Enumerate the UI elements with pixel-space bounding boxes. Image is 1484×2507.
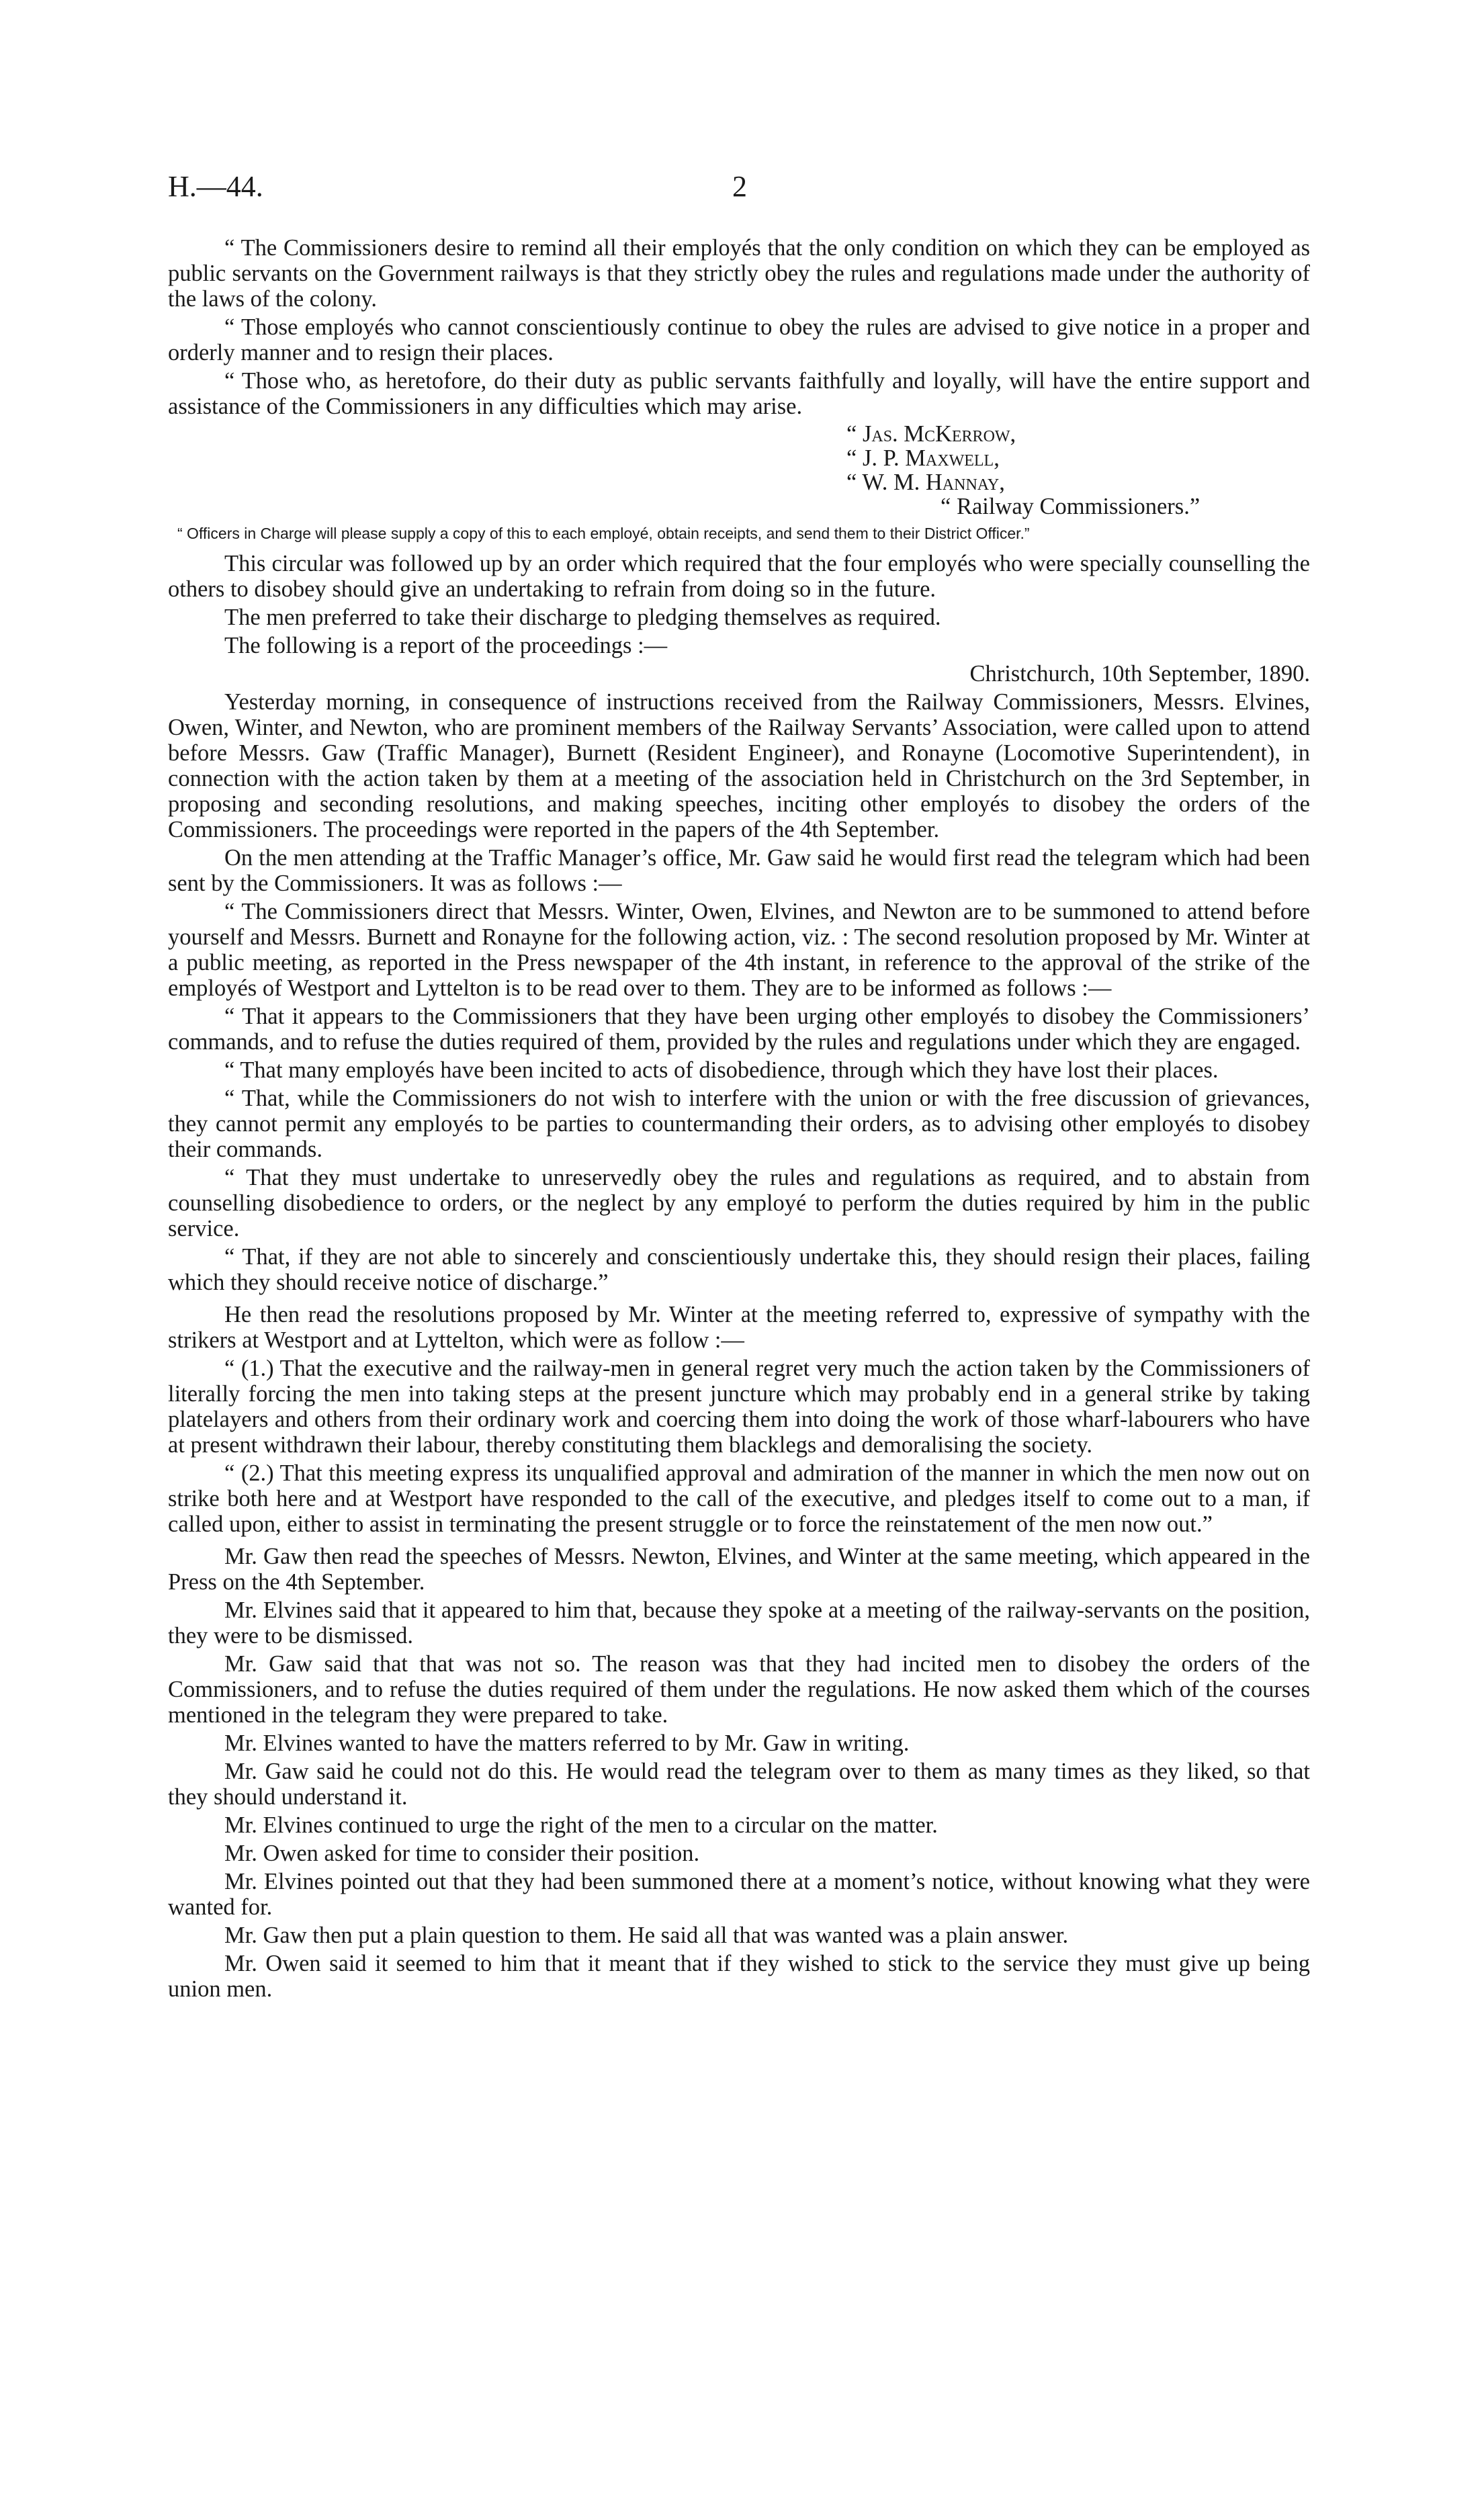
telegram-paragraph: “ That, while the Commissioners do not wish to interfere with the union or with the free discussion of grievances, they cannot permit any employés to be parties to countermanding their orders, as to advising other employés to disobey their commands. bbox=[168, 1086, 1310, 1162]
signatory-title: “ Railway Commissioners.” bbox=[941, 494, 1201, 519]
body-paragraph: Mr. Gaw said that that was not so. The reason was that they had incited men to disobey the orders of the Commissioners, and to refuse the duties required of them under the regulations. He now asked them which of the courses mentioned in the telegram they were prepared to take. bbox=[168, 1651, 1310, 1728]
body-paragraph: Mr. Owen asked for time to consider their position. bbox=[224, 1841, 700, 1866]
circular-paragraph: “ The Commissioners desire to remind all their employés that the only condition on which they can be employed as public servants on the Government railways is that they strictly obey the rules and regulations made under the authority of the laws of the colony. bbox=[168, 235, 1310, 312]
document-code: H.—44. bbox=[168, 170, 263, 203]
signatory-name: “ W. M. Hannay, bbox=[846, 470, 1005, 495]
resolution-paragraph: “ (1.) That the executive and the railway-men in general regret very much the action taken by the Commissioners of literally forcing the men into taking steps at the present juncture which may probably end in a general strike by taking platelayers and others from their ordinary work and coercing them into doing the work of those wharf-labourers who have at present withdrawn their labour, thereby constituting them blacklegs and demoralising the society. bbox=[168, 1356, 1310, 1458]
circular-note: “ Officers in Charge will please supply a copy of this to each employé, obtain receipts, and send them to their District Officer.” bbox=[177, 525, 1030, 542]
body-paragraph: Yesterday morning, in consequence of instructions received from the Railway Commissioners, Messrs. Elvines, Owen, Winter, and Newton, who are prominent members of the Railway Servants’ Association, were called upon to attend before Messrs. Gaw (Traffic Manager), Burnett (Resident Engineer), and Ronayne (Locomotive Superintendent), in connection with the action taken by them at a meeting of the association held in Christchurch on the 3rd September, in proposing and seconding resolutions, and making speeches, inciting other employés to disobey the orders of the Commissioners. The proceedings were reported in the papers of the 4th September. bbox=[168, 689, 1310, 842]
body-paragraph: This circular was followed up by an order which required that the four employés who were specially counselling the others to disobey should give an undertaking to refrain from doing so in the future. bbox=[168, 551, 1310, 602]
body-paragraph: Mr. Elvines continued to urge the right of the men to a circular on the matter. bbox=[224, 1812, 938, 1838]
telegram-paragraph: “ That it appears to the Commissioners that they have been urging other employés to disobey the Commissioners’ commands, and to refuse the duties required of them, provided by the rules and regulations under which they are engaged. bbox=[168, 1004, 1310, 1055]
circular-paragraph: “ Those employés who cannot conscientiously continue to obey the rules are advised to give notice in a proper and orderly manner and to resign their places. bbox=[168, 314, 1310, 365]
body-paragraph: The men preferred to take their discharge to pledging themselves as required. bbox=[224, 605, 941, 630]
body-paragraph: Mr. Gaw said he could not do this. He would read the telegram over to them as many times as they liked, so that they should understand it. bbox=[168, 1759, 1310, 1810]
body-paragraph: Mr. Elvines said that it appeared to him that, because they spoke at a meeting of the railway-servants on the position, they were to be dismissed. bbox=[168, 1597, 1310, 1648]
body-paragraph: Mr. Owen said it seemed to him that it meant that if they wished to stick to the service they must give up being union men. bbox=[168, 1951, 1310, 2002]
circular-paragraph: “ Those who, as heretofore, do their duty as public servants faithfully and loyally, will have the entire support and assistance of the Commissioners in any difficulties which may arise. bbox=[168, 368, 1310, 419]
signatory-name: “ J. P. Maxwell, bbox=[846, 445, 1000, 471]
body-paragraph: Mr. Elvines wanted to have the matters referred to by Mr. Gaw in writing. bbox=[224, 1730, 910, 1756]
signatory-name: “ Jas. McKerrow, bbox=[846, 421, 1016, 447]
telegram-paragraph: “ The Commissioners direct that Messrs. Winter, Owen, Elvines, and Newton are to be summoned to attend before yourself and Messrs. Burnett and Ronayne for the following action, viz. : The second resolution proposed by Mr. Winter at a public meeting, as reported in the Press newspaper of the 4th instant, in reference to the approval of the strike of the employés of Westport and Lyttelton is to be read over to them. They are to be informed as follows :— bbox=[168, 899, 1310, 1001]
resolution-paragraph: “ (2.) That this meeting express its unqualified approval and admiration of the manner in which the men now out on strike both here and at Westport have responded to the call of the executive, and pledges itself to come out to a man, if called upon, either to assist in terminating the present struggle or to force the reinstatement of the men now out.” bbox=[168, 1460, 1310, 1537]
telegram-paragraph: “ That, if they are not able to sincerely and conscientiously undertake this, they should resign their places, failing which they should receive notice of discharge.” bbox=[168, 1244, 1310, 1295]
telegram-paragraph: “ That many employés have been incited to acts of disobedience, through which they have lost their places. bbox=[224, 1057, 1219, 1083]
body-paragraph: On the men attending at the Traffic Manager’s office, Mr. Gaw said he would first read the telegram which had been sent by the Commissioners. It was as follows :— bbox=[168, 845, 1310, 896]
signature-block bbox=[168, 422, 1310, 519]
body-paragraph: The following is a report of the proceedings :— bbox=[224, 633, 668, 658]
telegram-paragraph: “ That they must undertake to unreservedly obey the rules and regulations as required, and to abstain from counselling disobedience to orders, or the neglect by any employé to perform the duties required by him in the public service. bbox=[168, 1165, 1310, 1241]
body-paragraph: Mr. Gaw then read the speeches of Messrs. Newton, Elvines, and Winter at the same meeting, which appeared in the Press on the 4th September. bbox=[168, 1544, 1310, 1595]
dateline: Christchurch, 10th September, 1890. bbox=[969, 661, 1310, 687]
page-number: 2 bbox=[732, 170, 747, 203]
page-body bbox=[168, 235, 1310, 2005]
body-paragraph: He then read the resolutions proposed by Mr. Winter at the meeting referred to, expressive of sympathy with the strikers at Westport and at Lyttelton, which were as follow :— bbox=[168, 1302, 1310, 1353]
body-paragraph: Mr. Gaw then put a plain question to them. He said all that was wanted was a plain answer. bbox=[224, 1923, 1069, 1948]
body-paragraph: Mr. Elvines pointed out that they had been summoned there at a moment’s notice, without knowing what they were wanted for. bbox=[168, 1869, 1310, 1920]
